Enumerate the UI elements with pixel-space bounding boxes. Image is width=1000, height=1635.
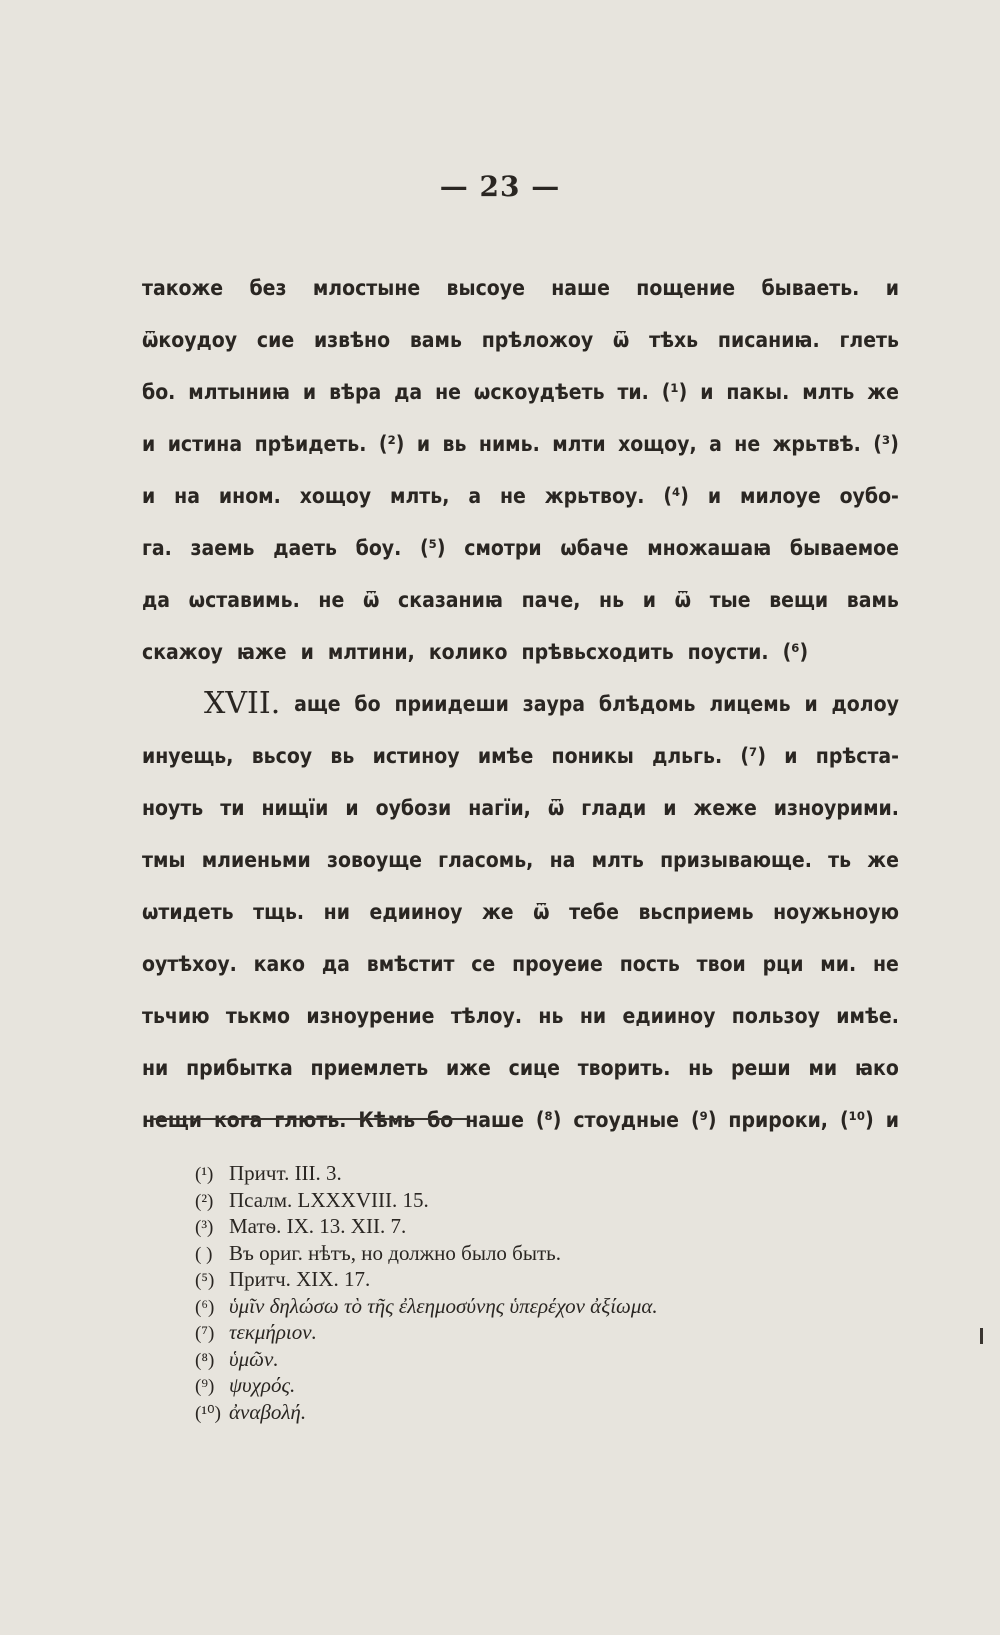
word: прѣложоу (481, 328, 594, 352)
word: тѣхь (649, 328, 699, 352)
word: ти. (617, 380, 649, 404)
word: ꙗже (236, 640, 287, 664)
text-line (142, 262, 899, 314)
word: извѣно (313, 328, 391, 352)
word: млиеньми (201, 848, 311, 872)
word: истина (167, 432, 243, 456)
footnote-text: ἀναβολή. (229, 1399, 307, 1424)
text-line (142, 366, 899, 418)
word: а (709, 432, 722, 456)
word: и (302, 380, 317, 404)
word: истиноу (372, 744, 460, 768)
word: (³) (873, 432, 899, 456)
word: множашаꙗ (647, 536, 772, 560)
word: и (663, 796, 677, 820)
footnote-text: τεκμήριον. (229, 1320, 317, 1344)
word: не (435, 380, 461, 404)
word: нимь. (478, 432, 540, 456)
word: и (804, 692, 818, 716)
text-line (142, 782, 899, 834)
word: оубози (375, 796, 452, 820)
word: да (394, 380, 423, 404)
word: жрьтвоу. (544, 484, 645, 508)
word: высоуе (446, 276, 525, 300)
word: а (468, 484, 482, 508)
word: имѣе. (836, 1004, 899, 1028)
word: такоже (142, 276, 224, 300)
word: прироки, (728, 1108, 828, 1132)
word: рци (762, 952, 804, 976)
word: прѣидеть. (254, 432, 367, 456)
text-line (142, 626, 899, 678)
word: ѿ (362, 588, 380, 612)
word: смотри (464, 536, 542, 560)
word: нь (538, 1004, 564, 1028)
word: ѡбаче (560, 536, 629, 560)
text-line (142, 418, 899, 470)
word: на (174, 484, 200, 508)
word: лицемь (709, 692, 791, 716)
word: и (885, 276, 899, 300)
word: млть (802, 380, 855, 404)
word: тѣлоу. (450, 1004, 523, 1028)
word: пость (619, 952, 680, 976)
word: глють. (274, 1108, 347, 1132)
footnote-text: ὑμῶν. (229, 1346, 279, 1371)
footnote-mark: (⁷) (195, 1323, 215, 1344)
word: не (734, 432, 761, 456)
word: вѣра (329, 380, 382, 404)
text-line (142, 314, 899, 366)
word: да (142, 588, 171, 612)
footnote (195, 1372, 895, 1399)
word: (¹) (661, 380, 688, 404)
word: аще (294, 692, 341, 716)
word: ми. (820, 952, 857, 976)
word: ть (828, 848, 852, 872)
text-line (142, 730, 899, 782)
word: (²) (378, 432, 405, 456)
word: ѡскоудѣеть (473, 380, 605, 404)
footnote (195, 1346, 895, 1373)
word: сице (508, 1056, 560, 1080)
word: тщь. (253, 900, 305, 924)
footnote-text: Матѳ. IX. 13. XII. 7. (229, 1214, 407, 1238)
word: Кѣмь (358, 1108, 416, 1132)
footnote (195, 1319, 895, 1346)
word: гласомь, (438, 848, 534, 872)
footnote-mark: (⁶) (195, 1296, 215, 1318)
word: и (416, 432, 431, 456)
word: на (549, 848, 576, 872)
word: хощоу (299, 484, 372, 508)
word: га. (142, 536, 172, 560)
word: бываеть. (761, 276, 860, 300)
text-line (142, 574, 899, 626)
word: нь (688, 1056, 714, 1080)
word: глеть (839, 328, 899, 352)
word: приидеши (394, 692, 509, 716)
word: и (142, 432, 156, 456)
footnote-mark: (²) (195, 1190, 214, 1212)
word: млостыне (312, 276, 421, 300)
word: сие (256, 328, 295, 352)
word: вь (330, 744, 355, 768)
word: поникы (551, 744, 634, 768)
word: вь (442, 432, 467, 456)
footnote (195, 1213, 895, 1240)
word: жрьтвѣ. (772, 432, 861, 456)
footnote-text: ὑμῖν δηλώσω τὸ τῆς ἐλεημοσύνης ὑπερέχον ἀξίωμα. (229, 1293, 658, 1318)
text-line (142, 886, 899, 938)
word: (⁹) (690, 1108, 717, 1132)
word: (⁶) (782, 640, 809, 664)
word: даеть (273, 536, 337, 560)
word: вамь (846, 588, 899, 612)
word: зовоуще (326, 848, 422, 872)
text-line (142, 522, 899, 574)
word: заемь (190, 536, 255, 560)
word: ни (142, 1056, 169, 1080)
footnote (195, 1160, 895, 1187)
word: пощение (636, 276, 736, 300)
footnotes (195, 1160, 895, 1425)
word: не (872, 952, 899, 976)
word: поусти. (687, 640, 769, 664)
word: и (700, 380, 714, 404)
footnote (195, 1399, 895, 1426)
footnote-text: ψυχρός. (229, 1373, 296, 1397)
text-line (142, 834, 899, 886)
word: млтини, (327, 640, 415, 664)
word: скажоу (142, 640, 223, 664)
word: ти (220, 796, 245, 820)
word: же (867, 380, 899, 404)
word: блѣдомь (598, 692, 696, 716)
word: нь (599, 588, 625, 612)
word: тые (709, 588, 751, 612)
word: ни (323, 900, 350, 924)
word: млти (552, 432, 606, 456)
footnote-mark: (³) (195, 1217, 214, 1238)
word: ѡставимь. (188, 588, 300, 612)
word: колико (428, 640, 508, 664)
word: ноужьноую (773, 900, 899, 924)
footnote-mark: (⁹) (195, 1376, 215, 1397)
word: ѿ (533, 900, 550, 924)
word: прѣвьсходить (521, 640, 674, 664)
word: XVII. (204, 686, 281, 721)
word: нагїи, (468, 796, 531, 820)
word: творить. (577, 1056, 671, 1080)
footnote-text: Причт. III. 3. (229, 1161, 342, 1185)
footnote (195, 1293, 895, 1320)
footnote (195, 1266, 895, 1293)
word: паче, (521, 588, 581, 612)
footnote-mark: (¹) (195, 1164, 214, 1185)
word: ми (808, 1056, 838, 1080)
word: оутѣхоу. (142, 952, 237, 976)
text-line-section-start (142, 678, 899, 730)
word: бо (427, 1108, 454, 1132)
word: призывающе. (660, 848, 812, 872)
page-number: — 23 — (439, 170, 561, 203)
word: да (321, 952, 350, 976)
word: вьсоу (251, 744, 313, 768)
word: бо. (142, 380, 176, 404)
word: ѿ (612, 328, 630, 352)
text-line (142, 1094, 899, 1146)
word: наше (551, 276, 610, 300)
word: вмѣстит (366, 952, 455, 976)
word: глади (581, 796, 647, 820)
word: тькмо (225, 1004, 291, 1028)
word: и (142, 484, 156, 508)
word: не (499, 484, 526, 508)
word: пользоу (731, 1004, 820, 1028)
word: и (642, 588, 656, 612)
word: едииноу (369, 900, 463, 924)
word: хощоу, (618, 432, 697, 456)
word: како (253, 952, 306, 976)
footnote-divider (150, 1118, 468, 1120)
word: вещи (769, 588, 829, 612)
footnote (195, 1240, 895, 1267)
word: инуещь, (142, 744, 234, 768)
word: иже (445, 1056, 491, 1080)
word: заура (522, 692, 586, 716)
word: млть, (390, 484, 450, 508)
word: писаниꙗ. (717, 328, 820, 352)
word: наше (465, 1108, 524, 1132)
word: млтыниꙗ (188, 380, 290, 404)
word: ѿкоудоу (142, 328, 238, 352)
word: ѡтидеть (142, 900, 234, 924)
word: (¹⁰) (839, 1108, 874, 1132)
word: ѿ (674, 588, 692, 612)
footnote (195, 1187, 895, 1214)
word: боу. (355, 536, 402, 560)
word: и (885, 1108, 899, 1132)
word: твои (696, 952, 746, 976)
word: бываемое (789, 536, 899, 560)
main-text (142, 262, 899, 1146)
text-line (142, 1042, 899, 1094)
footnote-mark: ( ) (195, 1243, 213, 1265)
word: прибытка (186, 1056, 293, 1080)
word: ноуть (142, 796, 204, 820)
word: ѿ (547, 796, 565, 820)
word: не (318, 588, 345, 612)
word: (⁵) (420, 536, 446, 560)
word: и (345, 796, 359, 820)
word: милоуе (740, 484, 821, 508)
word: кога (213, 1108, 263, 1132)
margin-mark (980, 1328, 983, 1344)
word: (⁸) (535, 1108, 562, 1132)
word: и (707, 484, 722, 508)
word: вьсприемь (638, 900, 754, 924)
text-line (142, 470, 899, 522)
word: нещи (142, 1108, 202, 1132)
text-line (142, 990, 899, 1042)
word: тьчию (142, 1004, 210, 1028)
footnote-text: Псалм. LXXXVIII. 15. (229, 1187, 429, 1212)
word: изноурение (306, 1004, 435, 1028)
word: оубо- (839, 484, 899, 508)
text-line (142, 938, 899, 990)
word: и (784, 744, 798, 768)
word: же (481, 900, 514, 924)
word: изноурими. (773, 796, 899, 820)
word: и (300, 640, 314, 664)
word: тмы (142, 848, 186, 872)
footnote-text: Притч. XIX. 17. (229, 1267, 371, 1291)
word: нищїи (261, 796, 329, 820)
word: вамь (409, 328, 462, 352)
word: стоудные (573, 1108, 679, 1132)
word: (⁷) (740, 744, 766, 768)
word: едииноу (622, 1004, 716, 1028)
word: ином. (218, 484, 281, 508)
word: ни (579, 1004, 607, 1028)
word: же (867, 848, 899, 872)
footnote-mark: (⁵) (195, 1270, 215, 1291)
word: пакы. (726, 380, 790, 404)
word: реши (731, 1056, 791, 1080)
word: млть (591, 848, 644, 872)
word: без (249, 276, 287, 300)
word: долоу (831, 692, 899, 716)
word: се (471, 952, 496, 976)
footnote-mark: (¹⁰) (195, 1402, 221, 1424)
word: сказаниꙗ (398, 588, 503, 612)
footnote-text: Въ ориг. нѣтъ, но должно было быть. (229, 1240, 561, 1265)
word: дльгь. (652, 744, 723, 768)
word: ꙗко (854, 1056, 899, 1080)
word: тебе (569, 900, 619, 924)
word: имѣе (477, 744, 534, 768)
word: (⁴) (663, 484, 689, 508)
word: проуеие (512, 952, 603, 976)
word: прѣста- (815, 744, 899, 768)
footnote-mark: (⁸) (195, 1349, 215, 1371)
word: жеже (693, 796, 757, 820)
word: приемлеть (310, 1056, 429, 1080)
word: бо (354, 692, 381, 716)
